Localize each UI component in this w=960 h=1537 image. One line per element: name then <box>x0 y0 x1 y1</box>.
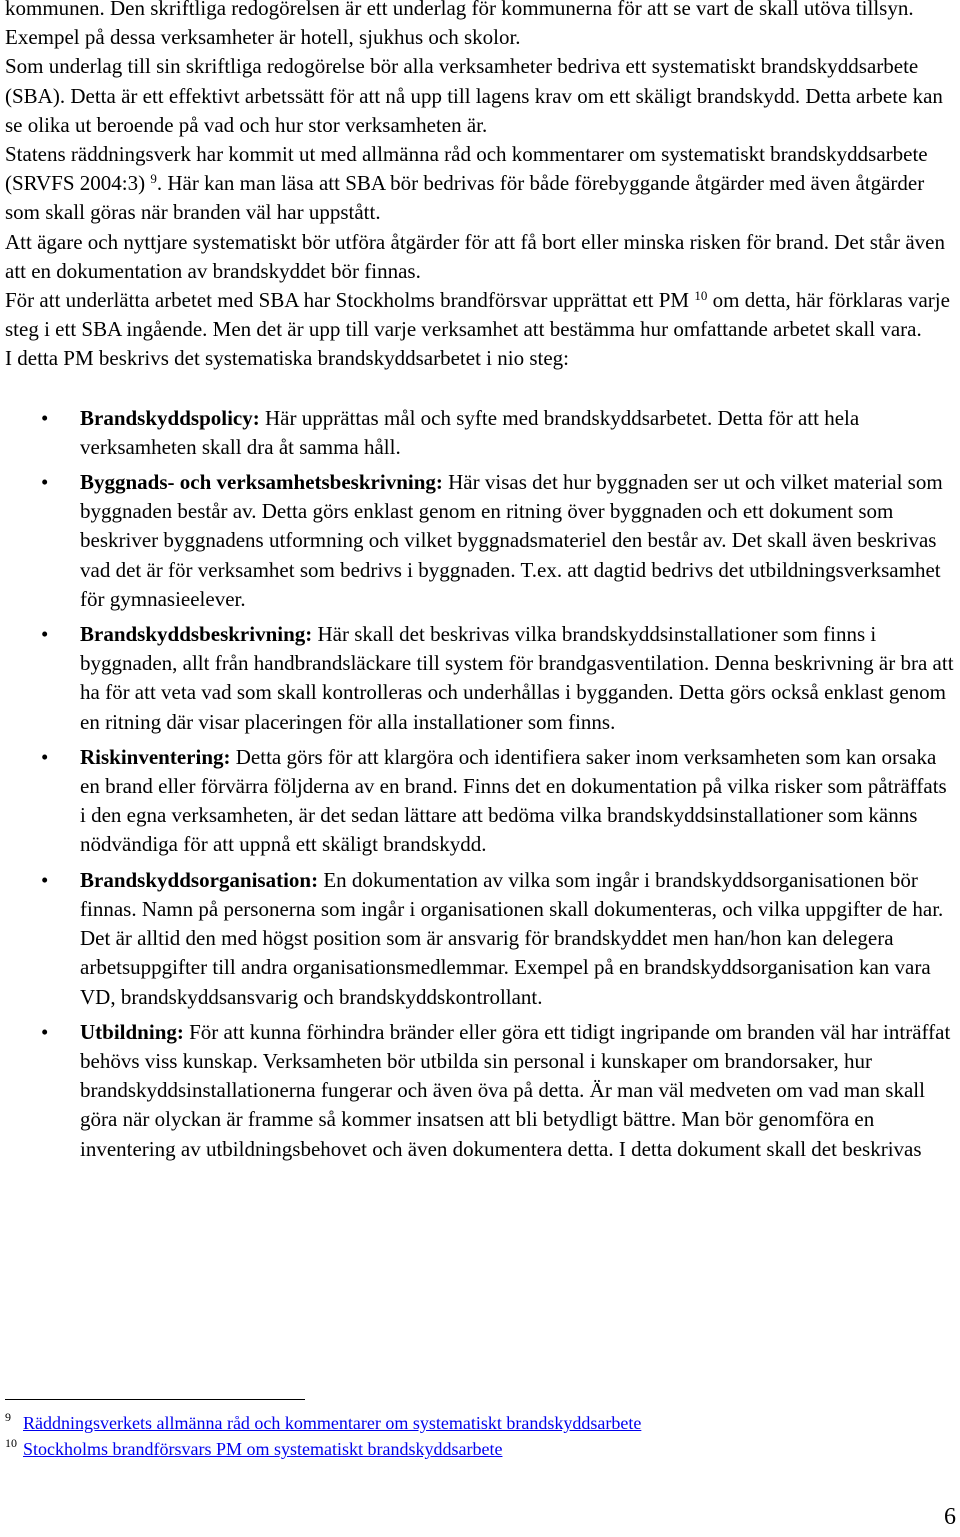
bullet-icon: • <box>41 405 49 430</box>
footnote-link[interactable]: Stockholms brandförsvars PM om systematiskt brandskyddsarbete <box>23 1439 503 1459</box>
paragraph-text: . Här kan man läsa att SBA bör bedrivas för både förebyggande åtgärder med även åtgärder som skall göras när branden väl har uppstått. <box>5 171 925 225</box>
paragraph: Som underlag till sin skriftliga redogörelse bör alla verksamheter bedriva ett systematiskt brandskyddsarbete (SBA). Detta är ett effektivt arbetssätt för att nå upp till lagens krav om ett skäligt brandskydd. Detta arbete kan se olika ut beroende på vad och hur stor verksamheten är. <box>5 54 943 137</box>
step-term: Riskinventering: <box>80 744 231 769</box>
list-item <box>5 468 955 614</box>
step-term: Brandskyddsorganisation: <box>80 867 319 892</box>
step-term: Utbildning: <box>80 1019 184 1044</box>
paragraph: kommunen. Den skriftliga redogörelsen är ett underlag för kommunerna för att se vart de skall utöva tillsyn. Exempel på dessa verksamheter är hotell, sjukhus och skolor. <box>5 0 914 50</box>
list-item <box>5 1018 955 1164</box>
bullet-icon: • <box>41 470 49 495</box>
footnote-link[interactable]: Räddningsverkets allmänna råd och kommentarer om systematiskt brandskyddsarbete <box>23 1413 642 1433</box>
step-text: Här visas det hur byggnaden ser ut och vilket material som byggnaden består av. Detta görs enklast genom en ritning över byggnaden och ett dokument som beskriver byggnadens utformning och vilket byggnadsmateriel den består av. Det skall även beskrivas vad det är för verksamhet som bedrivs i byggnaden. T.ex. att dagtid bedrivs det utbildningsverksamhet för gymnasieelever. <box>80 470 943 611</box>
step-text: För att kunna förhindra bränder eller göra ett tidigt ingripande om branden väl har inträffat behövs viss kunskap. Verksamheten bör utbilda sin personal i kunskaper om brandorsaker, hur brandskyddsinstallationerna fungerar och även öva på detta. Är man väl medveten om vad man skall göra när olyckan är framme så kommer insatsen att bli betydligt bättre. Man bör genomföra en inventering av utbildningsbehovet och även dokumentera detta. I detta dokument skall det beskrivas <box>80 1019 951 1161</box>
bullet-icon: • <box>41 1019 49 1044</box>
paragraph-text: För att underlätta arbetet med SBA har Stockholms brandförsvar upprättat ett PM <box>5 288 690 313</box>
footnote-reference[interactable]: 10 <box>694 287 708 303</box>
steps-list <box>5 404 955 1164</box>
list-item <box>5 866 955 1012</box>
paragraph: Att ägare och nyttjare systematiskt bör utföra åtgärder för att få bort eller minska risken för brand. Det står även att en dokumentation av brandskyddet bör finnas. <box>5 229 945 283</box>
footnote-divider <box>5 1399 305 1400</box>
list-item <box>5 404 955 462</box>
footnote <box>5 1410 905 1436</box>
bullet-icon: • <box>41 744 49 769</box>
footnote <box>5 1436 905 1462</box>
paragraph-text: Statens räddningsverk har kommit ut med allmänna råd och kommentarer om systematiskt brandskyddsarbete (SRVFS 2004:3) <box>5 142 928 196</box>
paragraph: I detta PM beskrivs det systematiska brandskyddsarbetet i nio steg: <box>5 346 569 371</box>
step-term: Brandskyddsbeskrivning: <box>80 622 313 647</box>
body-text <box>5 0 955 1170</box>
footnote-number: 10 <box>5 1436 17 1450</box>
bullet-icon: • <box>41 867 49 892</box>
step-text: En dokumentation av vilka som ingår i brandskyddsorganisationen bör finnas. Namn på personerna som ingår i organisationen skall dokumenteras, och vilka uppgifter de har. Det är alltid den med högst position som är ansvarig för brandskyddet men han/hon kan delegera arbetsuppgifter till andra organisationsmedlemmar. Exempel på en brandskyddsorganisation kan vara VD, brandskyddsansvarig och brandskyddskontrollant. <box>80 867 944 1009</box>
paragraph <box>5 286 955 344</box>
step-text: Här upprättas mål och syfte med brandskyddsarbetet. Detta för att hela verksamheten skall dra åt samma håll. <box>80 405 860 459</box>
step-text: Detta görs för att klargöra och identifiera saker inom verksamheten som kan orsaka en brand eller förvärra följderna av en brand. Finns det en dokumentation på vilka risker som påträffats i den egna verksamheten, är det sedan lättare att bedöma vilka brandskyddsinstallationer som känns nödvändiga för att uppnå ett skäligt brandskydd. <box>80 744 947 857</box>
footnote-reference[interactable]: 9 <box>150 171 157 187</box>
footnotes <box>5 1410 905 1462</box>
spacer <box>5 374 955 404</box>
page-number: 6 <box>944 1504 956 1530</box>
step-text: Här skall det beskrivas vilka brandskyddsinstallationer som finns i byggnaden, allt från handbrandsläckare till system för brandgasventilation. Denna beskrivning är bra att ha för att veta vad som skall kontrolleras och underhållas i bygganden. Detta görs också enklast genom en ritning där visar placeringen för alla installationer som finns. <box>80 622 954 734</box>
step-term: Brandskyddspolicy: <box>80 405 260 430</box>
list-item <box>5 743 955 860</box>
list-item <box>5 620 955 737</box>
footnote-number: 9 <box>5 1410 11 1424</box>
paragraph <box>5 140 955 228</box>
paragraph-text: om detta, här förklaras varje steg i ett SBA ingående. Men det är upp till varje verksamhet att bestämma hur omfattande arbetet skall vara. <box>5 288 950 342</box>
bullet-icon: • <box>41 622 49 647</box>
step-term: Byggnads- och verksamhetsbeskrivning: <box>80 470 443 495</box>
